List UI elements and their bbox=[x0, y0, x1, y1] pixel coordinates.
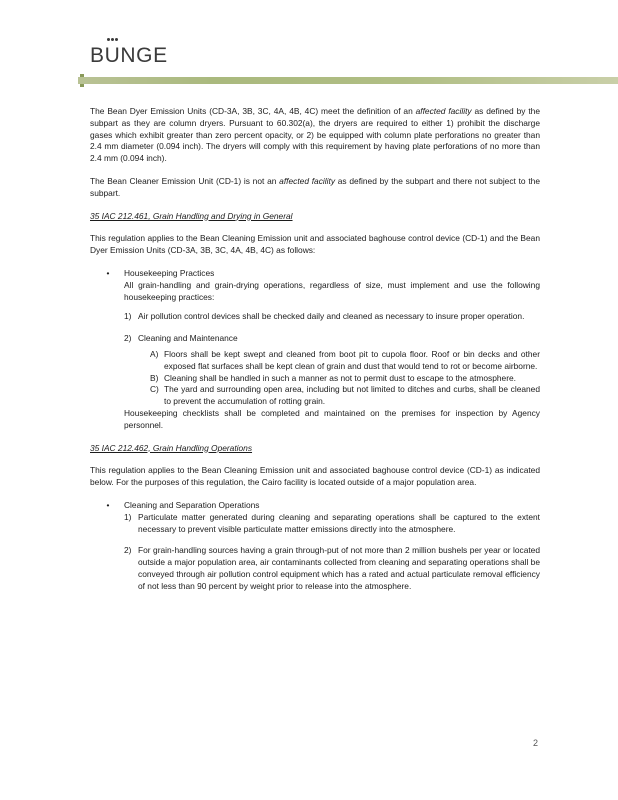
housekeeping-checklist-note: Housekeeping checklists shall be completed and maintained on the premises for inspection by Agency personnel. bbox=[124, 407, 540, 430]
section-intro-212-461: This regulation applies to the Bean Cleaning Emission unit and associated baghouse control device (CD-1) and the Bean Dyer Emission Units (CD-3A, 3B, 3C, 4A, 4B, 4C) as follows: bbox=[90, 233, 540, 256]
sub-list-item: A) Floors shall be kept swept and cleaned from boot pit to cupola floor. Roof or bin decks and other exposed flat surfaces shall be kept clean of grain and dust that would tend to rot or become airborne. bbox=[150, 348, 540, 371]
paragraph-cleaner-unit: The Bean Cleaner Emission Unit (CD-1) is not an affected facility as defined by the subpart and there not subject to the subpart. bbox=[90, 175, 540, 198]
bunge-logo bbox=[90, 44, 168, 68]
paragraph-dryer-units: The Bean Dyer Emission Units (CD-3A, 3B, 3C, 4A, 4B, 4C) meet the definition of an affected facility as defined by the subpart as they are column dryers. Pursuant to 60.302(a), the dryers are required to either 1) prohibit the discharge gases which exhibit greater than zero percent opacity, or 2) be equipped with column plate perforations no greater than 2.4 mm diameter (0.094 inch). The dryers will comply with this requirement by having plate perforations of no more than 2.4 mm (0.094 inch). bbox=[90, 106, 540, 164]
list-item: 2) For grain-handling sources having a grain through-put of not more than 2 million bushels per year or located outside a major population area, air contaminants collected from cleaning and separating operations shall be conveyed through air pollution control equipment which has a rated and actual particulate removal efficiency of not less than 90 percent by weight prior to release into the atmosphere. bbox=[124, 545, 540, 591]
bullet-title: Cleaning and Separation Operations bbox=[124, 499, 260, 510]
bullet-cleaning-separation bbox=[90, 500, 540, 593]
bullet-housekeeping bbox=[90, 268, 540, 432]
document-body bbox=[90, 106, 540, 603]
sub-list bbox=[150, 349, 540, 408]
logo-letters-rest: NGE bbox=[120, 44, 168, 67]
list-item: 2) Cleaning and Maintenance bbox=[124, 333, 238, 344]
bullet-description: All grain-handling and grain-drying operations, regardless of size, must implement and use the following housekeeping practices: bbox=[124, 279, 540, 302]
bullet-title: Housekeeping Practices bbox=[124, 267, 215, 278]
logo-letter-u: U bbox=[105, 44, 121, 68]
bullet-icon: • bbox=[106, 267, 110, 278]
sub-list-item: B) Cleaning shall be handled in such a manner as not to permit dust to escape to the atmosphere. bbox=[150, 372, 516, 383]
section-heading-212-461: 35 IAC 212.461, Grain Handling and Drying in General bbox=[90, 210, 293, 221]
section-heading-212-462: 35 IAC 212.462, Grain Handling Operations bbox=[90, 442, 253, 453]
logo-letter-b: B bbox=[90, 44, 105, 67]
header-band bbox=[78, 77, 618, 84]
logo-dots-icon bbox=[107, 38, 118, 42]
list-item: 1) Particulate matter generated during cleaning and separating operations shall be captured to the extent necessary to prevent visible particulate matter emissions directly into the atmosphere. bbox=[124, 511, 540, 534]
page-number: 2 bbox=[533, 738, 539, 748]
bullet-icon: • bbox=[106, 499, 110, 510]
list-item: 1) Air pollution control devices shall be checked daily and cleaned as necessary to insure proper operation. bbox=[124, 311, 525, 322]
sub-list-item: C) The yard and surrounding open area, including but not limited to ditches and curbs, shall be cleaned to prevent the accumulation of rotting grain. bbox=[150, 384, 540, 407]
section-intro-212-462: This regulation applies to the Bean Cleaning Emission unit and associated baghouse control device (CD-1) as indicated below. For the purposes of this regulation, the Cairo facility is located outside of a major population area. bbox=[90, 465, 540, 488]
